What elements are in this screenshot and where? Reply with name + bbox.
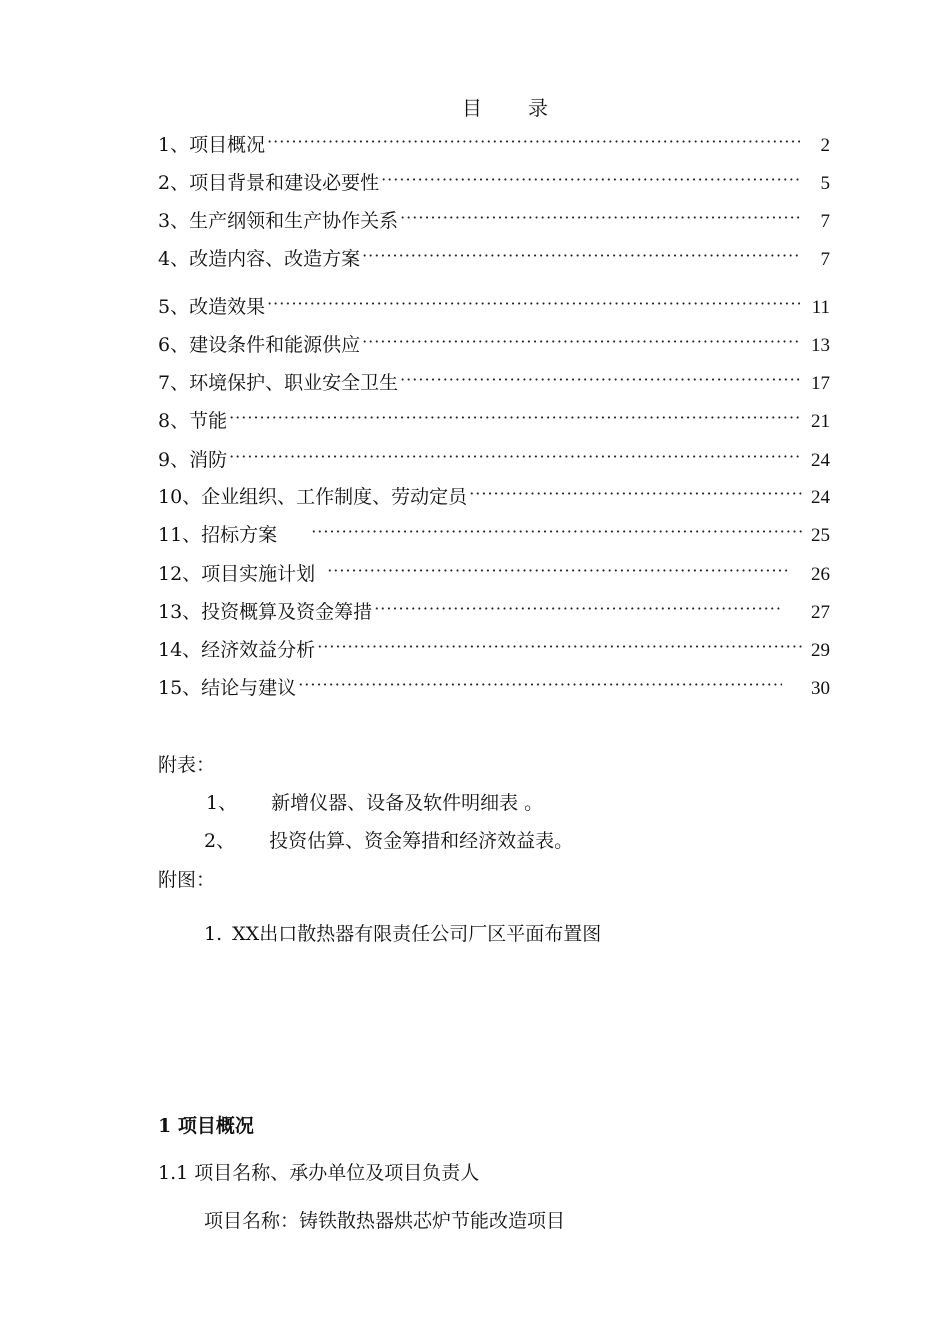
toc-entry[interactable] (158, 130, 830, 160)
toc-entry-label: 6、建设条件和能源供应 (158, 334, 361, 356)
toc-leader-dots (362, 332, 800, 351)
toc-entry-label: 12、项目实施计划 (158, 563, 316, 585)
toc-leader-dots (400, 370, 800, 389)
toc-entry[interactable] (158, 330, 830, 360)
chapter-1-heading: 1 项目概况 (158, 1115, 254, 1137)
toc-entry[interactable] (158, 368, 830, 398)
toc-entry-label: 14、经济效益分析 (158, 639, 316, 661)
toc-entry[interactable] (158, 244, 830, 274)
toc-entry-label: 4、改造内容、改造方案 (158, 248, 361, 270)
toc-leader-dots (267, 132, 800, 151)
toc-leader-dots (469, 484, 802, 503)
toc-leader-dots (400, 208, 800, 227)
toc-leader-dots (327, 561, 790, 580)
toc-leader-dots (229, 408, 800, 427)
section-1-1-heading: 1.1 项目名称、承办单位及项目负责人 (158, 1162, 480, 1184)
toc-leader-dots (381, 170, 800, 189)
toc-entry-page: 24 (811, 487, 830, 508)
toc-entry-label: 13、投资概算及资金筹措 (158, 601, 373, 623)
toc-title (0, 92, 950, 121)
toc-entry-page: 26 (811, 564, 830, 585)
toc-leader-dots (374, 599, 782, 618)
toc-entry-label: 1、项目概况 (158, 134, 266, 156)
appendix-figures-heading: 附图： (158, 869, 216, 891)
toc-entry-page: 27 (811, 602, 830, 623)
toc-entry-label: 15、结论与建议 (158, 677, 297, 699)
appendix-table-item-num: 1、 (206, 792, 238, 814)
toc-entry-page: 30 (811, 678, 830, 699)
toc-entry-page: 24 (811, 450, 830, 471)
toc-entry-label: 2、项目背景和建设必要性 (158, 172, 380, 194)
toc-entry-page: 2 (820, 135, 830, 156)
toc-entry-label: 11、招标方案 (158, 524, 278, 546)
appendix-figure-item-num: 1. (204, 923, 223, 945)
toc-entry[interactable] (158, 673, 830, 703)
toc-title-char-1: 目 (462, 96, 482, 120)
toc-entry[interactable] (158, 482, 830, 512)
toc-entry[interactable] (158, 445, 830, 475)
toc-entry-page: 5 (820, 173, 830, 194)
toc-entry-page: 7 (820, 211, 830, 232)
toc-leader-dots (229, 447, 800, 466)
toc-entry-page: 13 (811, 335, 830, 356)
appendix-figure-item[interactable] (204, 919, 601, 946)
toc-entry[interactable] (158, 406, 830, 436)
appendix-tables-heading: 附表： (158, 754, 216, 776)
appendix-table-item-text: 新增仪器、设备及软件明细表 。 (271, 792, 544, 814)
toc-entry-page: 11 (811, 297, 830, 318)
toc-entry-page: 29 (811, 640, 830, 661)
appendix-table-item[interactable] (204, 826, 573, 853)
toc-entry-label: 5、改造效果 (158, 296, 266, 318)
toc-entry-label: 3、生产纲领和生产协作关系 (158, 210, 399, 232)
project-name-value: 铸铁散热器烘芯炉节能改造项目 (299, 1210, 566, 1232)
toc-entry[interactable] (158, 597, 830, 627)
toc-entry[interactable] (158, 168, 830, 198)
toc-leader-dots (298, 675, 782, 694)
toc-entry[interactable] (158, 292, 830, 322)
toc-leader-dots (317, 637, 802, 656)
project-name-label: 项目名称： (204, 1210, 300, 1232)
toc-leader-dots (311, 522, 802, 541)
toc-entry-page: 7 (820, 249, 830, 270)
toc-leader-dots (267, 294, 800, 313)
toc-leader-dots (362, 246, 800, 265)
appendix-table-item[interactable] (206, 788, 543, 815)
toc-entry-label: 7、环境保护、职业安全卫生 (158, 372, 399, 394)
appendix-table-item-text: 投资估算、资金筹措和经济效益表。 (269, 830, 574, 852)
toc-entry[interactable] (158, 206, 830, 236)
toc-entry-page: 21 (811, 411, 830, 432)
toc-title-char-2: 录 (528, 96, 548, 120)
toc-entry[interactable] (158, 559, 830, 589)
toc-entry-label: 8、节能 (158, 410, 228, 432)
toc-entry-label: 10、企业组织、工作制度、劳动定员 (158, 486, 468, 508)
toc-entry-label: 9、消防 (158, 449, 228, 471)
toc-entry[interactable] (158, 520, 830, 550)
project-name-line (204, 1206, 565, 1233)
appendix-figure-item-text: XX出口散热器有限责任公司厂区平面布置图 (232, 923, 602, 945)
toc-entry[interactable] (158, 635, 830, 665)
toc-entry-page: 25 (811, 525, 830, 546)
toc-entry-page: 17 (811, 373, 830, 394)
appendix-table-item-num: 2、 (204, 830, 236, 852)
